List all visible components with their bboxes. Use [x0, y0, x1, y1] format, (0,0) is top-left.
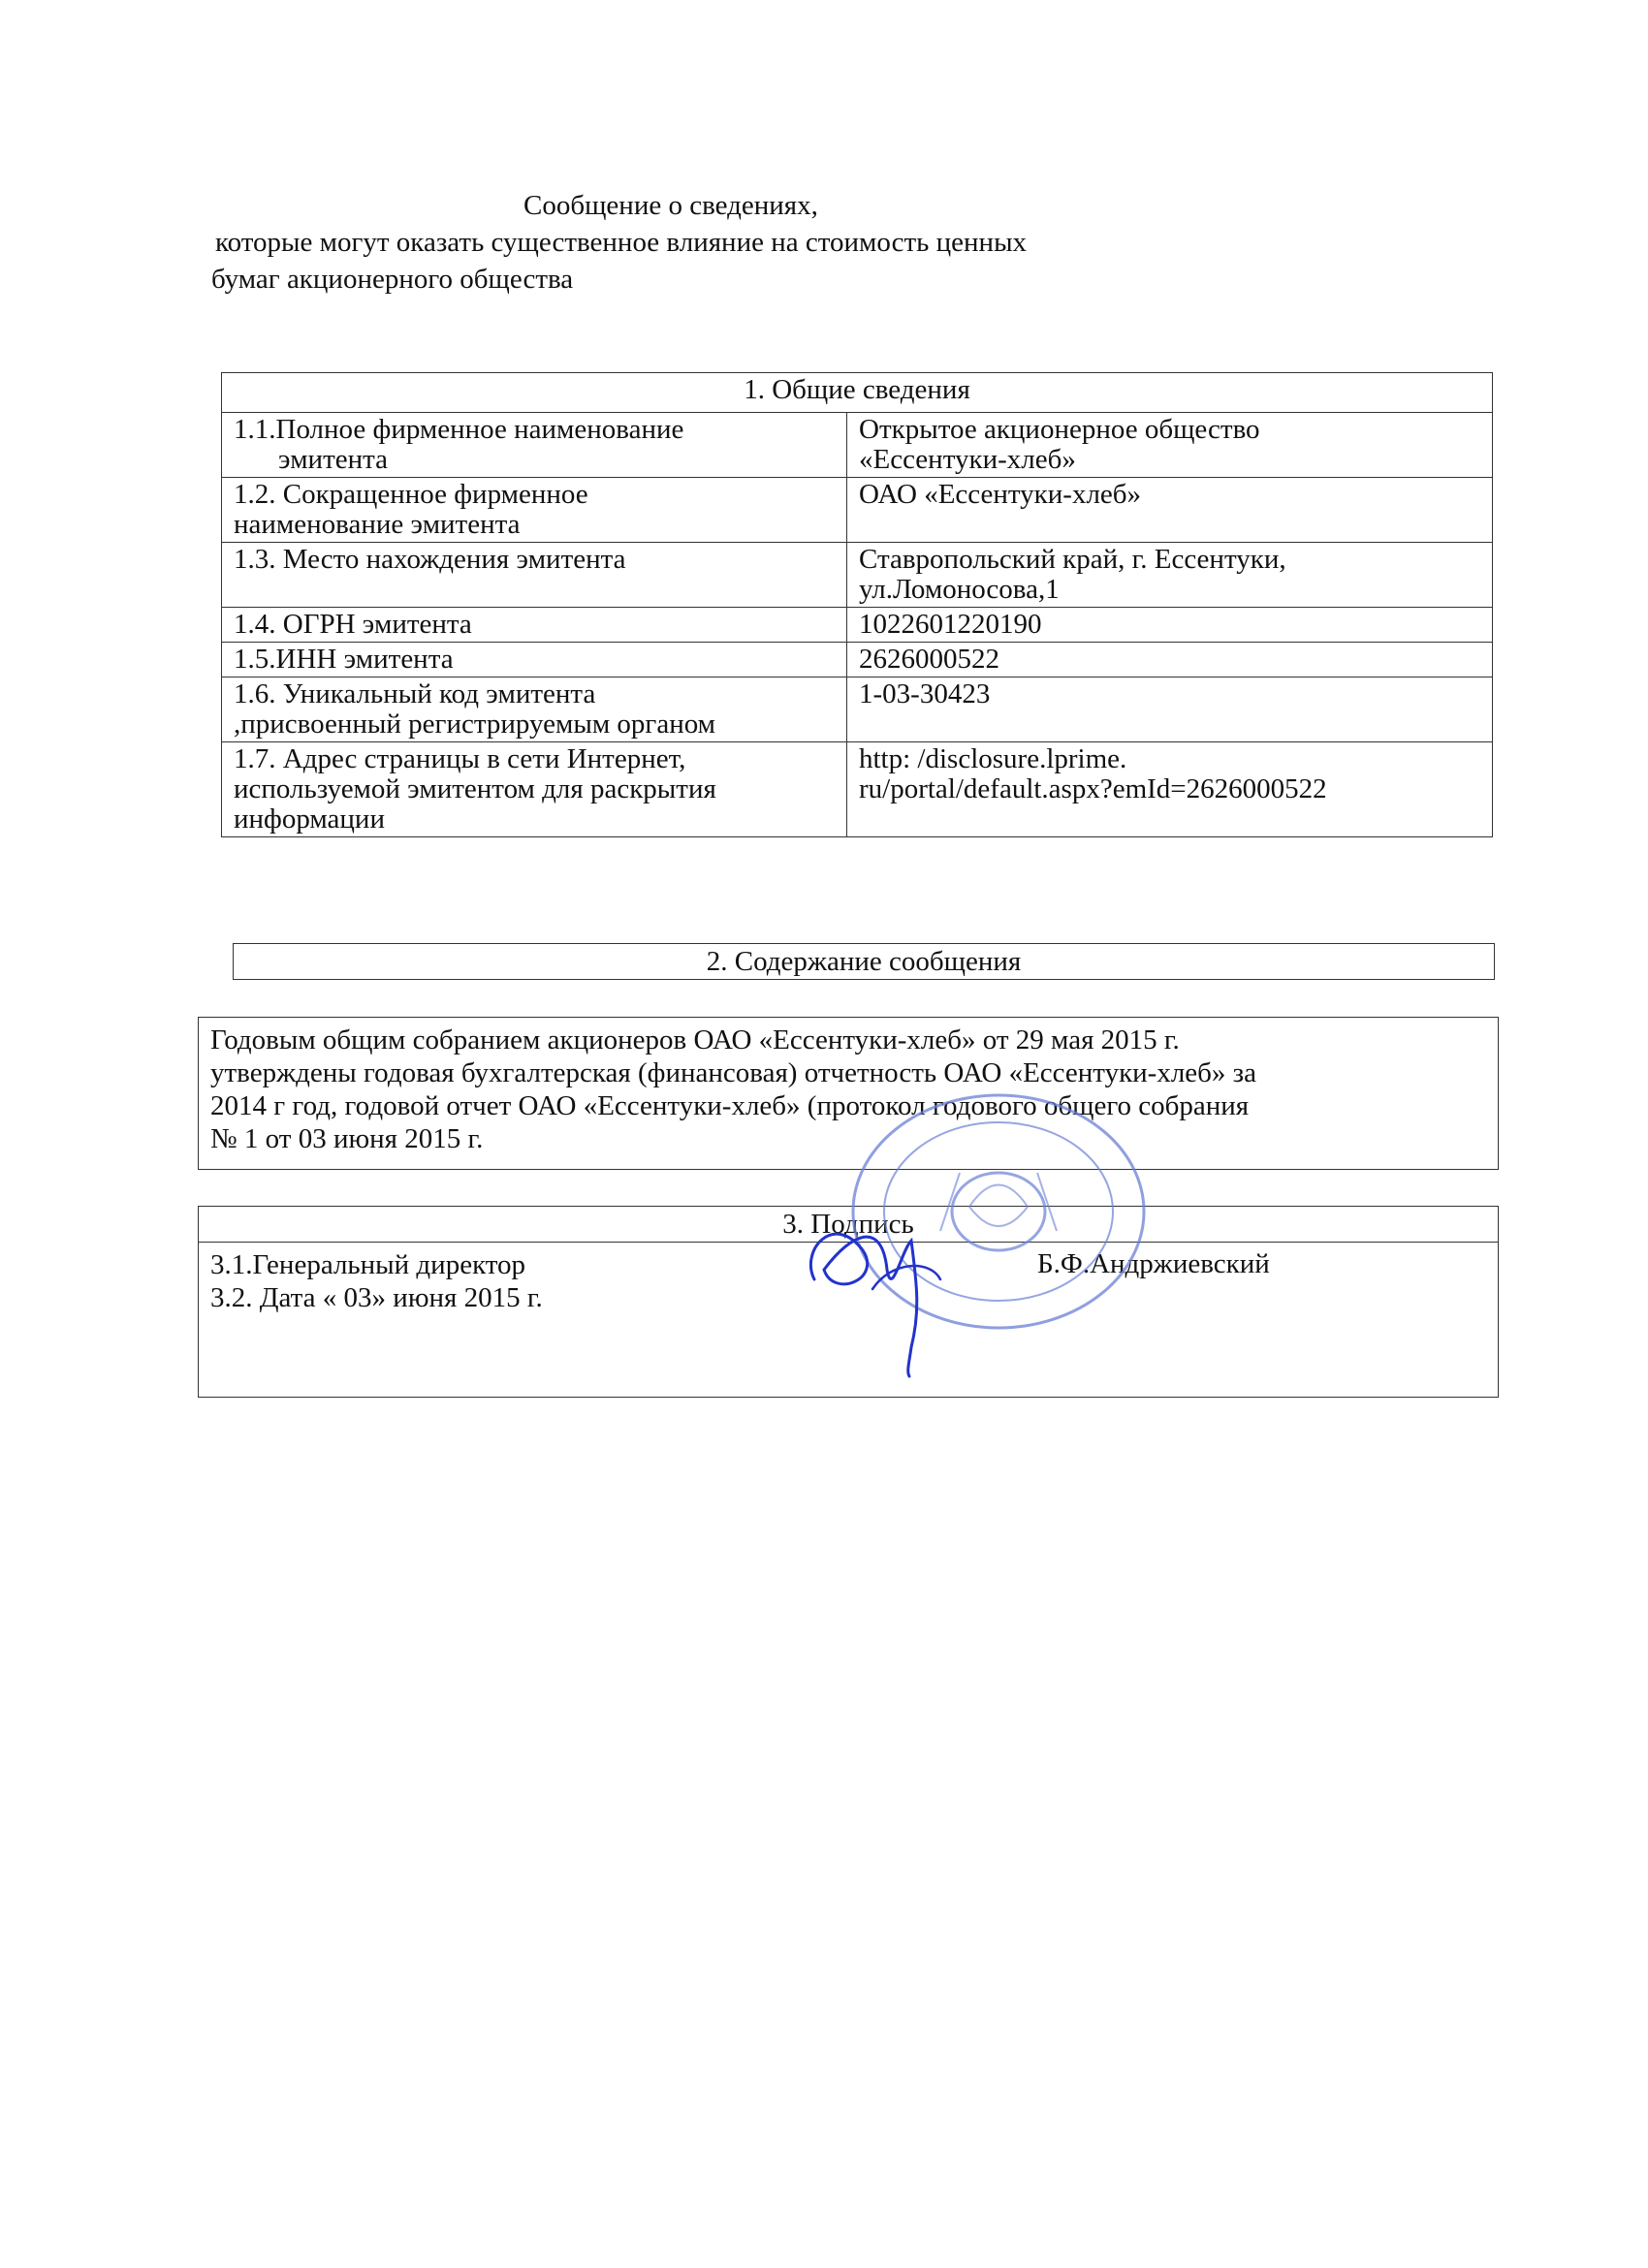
- message-line: утверждены годовая бухгалтерская (финансовая) отчетность ОАО «Ессентуки-хлеб» за: [210, 1057, 1257, 1088]
- message-line: № 1 от 03 июня 2015 г.: [210, 1123, 484, 1154]
- section-2-heading: 2. Содержание сообщения: [233, 943, 1495, 980]
- table-row: [222, 478, 1493, 543]
- row-key: [222, 413, 847, 478]
- section-3-heading: 3. Подпись: [198, 1206, 1499, 1243]
- key-line: информации: [234, 803, 385, 835]
- title-line-1: Сообщение о сведениях,: [523, 190, 818, 221]
- value-line: http: /disclosure.lprime.: [859, 743, 1127, 774]
- key-line: ,присвоенный регистрируемым органом: [234, 709, 716, 740]
- row-key: 1.5.ИНН эмитента: [222, 643, 847, 677]
- value-line: Ставропольский край, г. Ессентуки,: [859, 544, 1286, 575]
- key-line: 1.1.Полное фирменное наименование: [234, 414, 684, 445]
- row-key: [222, 478, 847, 543]
- key-line: 1.7. Адрес страницы в сети Интернет,: [234, 743, 686, 774]
- title-line-2: которые могут оказать существенное влияние на стоимость ценных: [215, 227, 1028, 258]
- value-line: ОАО «Ессентуки-хлеб»: [859, 479, 1142, 510]
- general-info-table: [221, 372, 1493, 837]
- key-line: используемой эмитентом для раскрытия: [234, 773, 716, 804]
- row-value: 1022601220190: [847, 608, 1493, 643]
- table-row: [222, 643, 1493, 677]
- row-value: 2626000522: [847, 643, 1493, 677]
- date-line: 3.2. Дата « 03» июня 2015 г.: [210, 1282, 543, 1313]
- row-value: [847, 478, 1493, 543]
- table-row: [222, 543, 1493, 608]
- value-line: Открытое акционерное общество: [859, 414, 1260, 445]
- row-value: [847, 677, 1493, 742]
- row-value: [847, 543, 1493, 608]
- key-line: 1.3. Место нахождения эмитента: [234, 544, 626, 575]
- value-line: «Ессентуки-хлеб»: [859, 444, 1076, 475]
- signer-name: Б.Ф.Андржиевский: [1037, 1248, 1270, 1279]
- message-line: Годовым общим собранием акционеров ОАО «Ессентуки-хлеб» от 29 мая 2015 г.: [210, 1024, 1180, 1055]
- row-key: [222, 543, 847, 608]
- value-line: ru/portal/default.aspx?emId=2626000522: [859, 773, 1327, 804]
- section-1-heading: 1. Общие сведения: [222, 373, 1493, 413]
- row-value: [847, 742, 1493, 837]
- director-line: 3.1.Генеральный директор: [210, 1249, 526, 1280]
- value-line: ул.Ломоносова,1: [859, 574, 1060, 605]
- key-line: 1.2. Сокращенное фирменное: [234, 479, 588, 510]
- table-row: [222, 608, 1493, 643]
- value-line: 1-03-30423: [859, 678, 991, 709]
- row-key: [222, 742, 847, 837]
- table-row: [222, 677, 1493, 742]
- row-key: [222, 677, 847, 742]
- table-row: [222, 413, 1493, 478]
- handwritten-signature: [795, 1192, 989, 1386]
- table-row: [222, 742, 1493, 837]
- title-line-3: бумаг акционерного общества: [211, 264, 574, 295]
- row-key: 1.4. ОГРН эмитента: [222, 608, 847, 643]
- document-title: [194, 187, 1260, 298]
- key-line: эмитента: [278, 444, 389, 475]
- key-line: 1.6. Уникальный код эмитента: [234, 678, 596, 709]
- row-value: [847, 413, 1493, 478]
- key-line: наименование эмитента: [234, 509, 521, 540]
- message-line: 2014 г год, годовой отчет ОАО «Ессентуки-хлеб» (протокол годового общего собрания: [210, 1090, 1250, 1121]
